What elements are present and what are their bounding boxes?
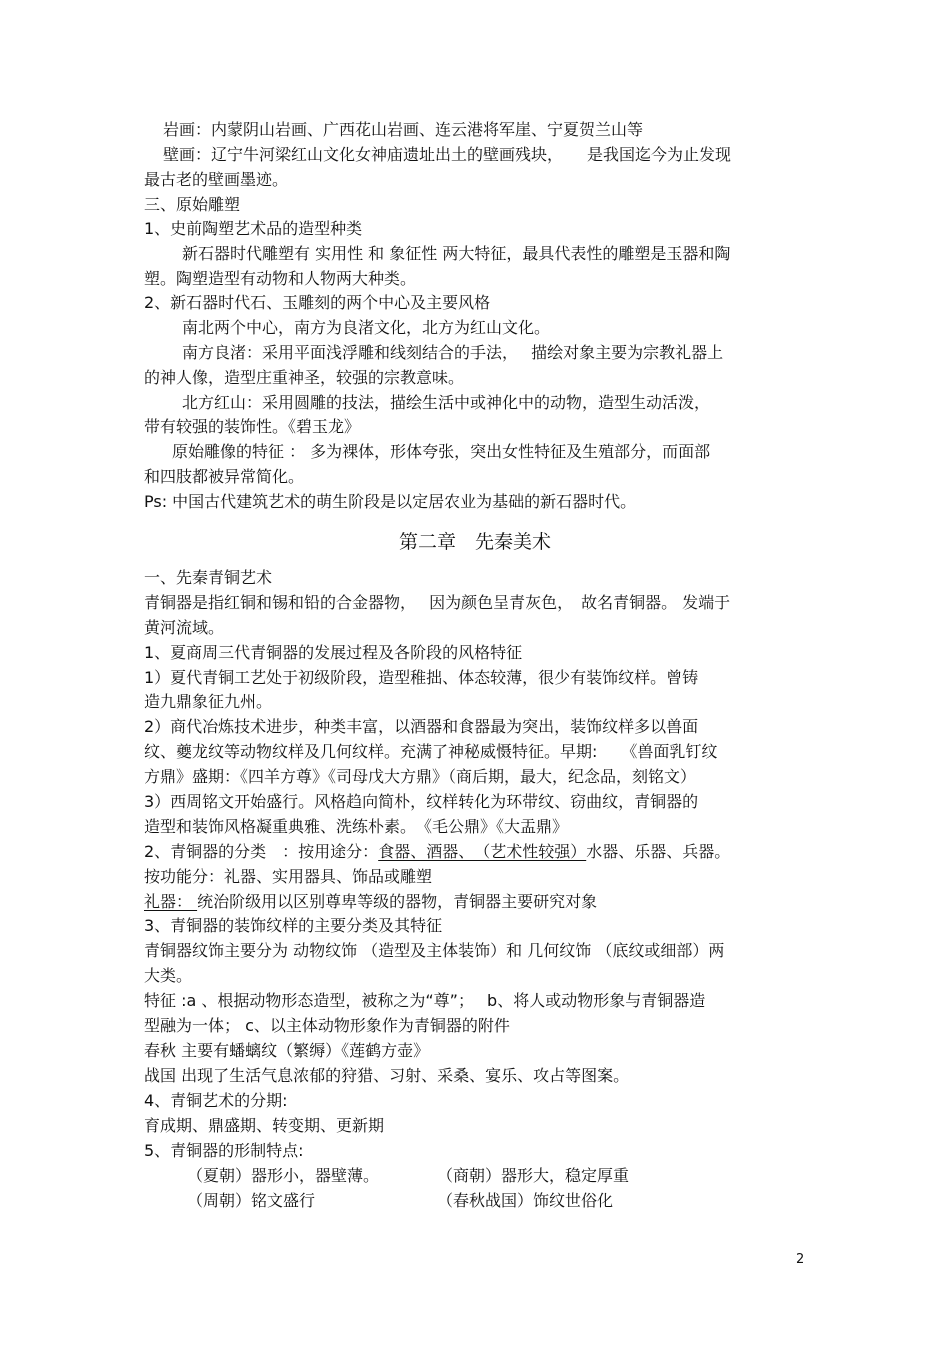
text-line: [437, 1189, 613, 1213]
text-line: [144, 1039, 429, 1063]
text-segment: 壁画：辽宁牛河梁红山文化女神庙遗址出土的壁画残块， 是我国迄今为止发现: [163, 145, 732, 164]
text-segment: （春秋战国）饰纹世俗化: [437, 1191, 614, 1210]
text-segment: 最古老的壁画墨迹。: [144, 170, 289, 189]
text-segment: 和四肢都被异常简化。: [144, 467, 305, 486]
text-line: [144, 890, 597, 914]
text-segment: 大类。: [144, 966, 193, 985]
text-line: [144, 865, 432, 889]
text-line: [144, 168, 288, 192]
text-line: [144, 666, 698, 690]
text-segment: （商朝）器形大，稳定厚重: [437, 1166, 630, 1185]
text-line: [187, 1189, 315, 1213]
text-line: [182, 391, 710, 415]
text-line: [144, 415, 360, 439]
text-segment: 按功能分：礼器、实用器具、饰品或雕塑: [144, 867, 433, 886]
underlined-text: 礼器：: [144, 892, 198, 911]
text-segment: 三、原始雕塑: [144, 195, 241, 214]
text-segment: 5、青铜器的形制特点:: [144, 1141, 304, 1160]
text-segment: 造九鼎象征九州。: [144, 692, 273, 711]
text-segment: 南方良渚：采用平面浅浮雕和线刻结合的手法， 描绘对象主要为宗教礼器上: [182, 343, 724, 362]
text-segment: 统治阶级用以区别尊卑等级的器物，青铜器主要研究对象: [197, 892, 598, 911]
text-segment: 特征 :a 、根据动物形态造型，被称之为“尊”； b、将人或动物形象与青铜器造: [144, 991, 706, 1010]
text-segment: 带有较强的装饰性。《碧玉龙》: [144, 417, 361, 436]
text-line: [144, 989, 705, 1013]
text-segment: 南北两个中心，南方为良渚文化，北方为红山文化。: [182, 318, 551, 337]
text-line: [144, 964, 192, 988]
text-segment: 青铜器是指红铜和锡和铅的合金器物， 因为颜色呈青灰色， 故名青铜器。 发端于: [144, 593, 731, 612]
text-segment: 的神人像，造型庄重神圣，较强的宗教意味。: [144, 368, 465, 387]
text-line: [437, 1164, 629, 1188]
chapter-title: 第二章 先秦美术: [398, 531, 551, 553]
text-segment: 方鼎》盛期：《四羊方尊》《司母戊大方鼎》（商后期，最大，纪念品，刻铭文）: [144, 767, 697, 786]
text-line: [144, 217, 362, 241]
text-segment: 青铜器纹饰主要分为 动物纹饰 （造型及主体装饰）和 几何纹饰 （底纹或细部）两: [144, 941, 725, 960]
text-segment: 一、先秦青铜艺术: [144, 568, 273, 587]
text-segment: 新石器时代雕塑有 实用性 和 象征性 两大特征，最具代表性的雕塑是玉器和陶: [182, 244, 731, 263]
text-line: [144, 690, 272, 714]
text-line: [144, 815, 568, 839]
text-line: [182, 242, 730, 266]
text-line: [172, 440, 710, 464]
text-segment: （周朝）铭文盛行: [187, 1191, 316, 1210]
text-line: [144, 490, 636, 514]
text-segment: 型融为一体； c、以主体动物形象作为青铜器的附件: [144, 1016, 510, 1035]
underlined-text: 食器、酒器、 （艺术性较强）: [378, 842, 587, 861]
text-segment: 岩画：内蒙阴山岩画、广西花山岩画、连云港将军崖、宁夏贺兰山等: [163, 120, 644, 139]
text-line: [144, 465, 304, 489]
text-line: [144, 566, 272, 590]
text-segment: 水器、乐器、兵器。: [586, 842, 731, 861]
text-line: [163, 118, 643, 142]
text-line: [144, 914, 442, 938]
text-segment: 3、青铜器的装饰纹样的主要分类及其特征: [144, 916, 443, 935]
text-line: [144, 765, 696, 789]
text-line: [182, 316, 550, 340]
text-segment: 纹、夔龙纹等动物纹样及几何纹样。充满了神秘威慑特征。早期: 《兽面乳钉纹: [144, 742, 718, 761]
text-line: [144, 267, 416, 291]
text-line: [144, 641, 522, 665]
text-line: [144, 1089, 288, 1113]
text-segment: 1、夏商周三代青铜器的发展过程及各阶段的风格特征: [144, 643, 523, 662]
text-line: [144, 291, 490, 315]
text-line: [163, 143, 731, 167]
text-segment: 1、史前陶塑艺术品的造型种类: [144, 219, 363, 238]
text-line: [144, 193, 240, 217]
text-segment: 黄河流域。: [144, 618, 225, 637]
text-line: [144, 790, 698, 814]
text-line: [144, 616, 224, 640]
text-segment: 塑。陶塑造型有动物和人物两大种类。: [144, 269, 417, 288]
text-segment: Ps: 中国古代建筑艺术的萌生阶段是以定居农业为基础的新石器时代。: [144, 492, 637, 511]
text-segment: （夏朝）器形小，器壁薄。: [187, 1166, 380, 1185]
text-line: [182, 341, 723, 365]
text-line: [144, 591, 730, 615]
text-line: [144, 1014, 510, 1038]
text-line: [144, 1064, 629, 1088]
text-segment: 春秋 主要有蟠螭纹（繁缛）《莲鹤方壶》: [144, 1041, 430, 1060]
text-segment: 造型和装饰风格凝重典雅、洗练朴素。 《毛公鼎》《大盂鼎》: [144, 817, 569, 836]
text-line: [144, 939, 724, 963]
text-line: [144, 715, 698, 739]
text-line: [144, 1114, 384, 1138]
text-segment: 2、青铜器的分类 ：按用途分：: [144, 842, 379, 861]
text-line: [144, 740, 717, 764]
page-number: 2: [796, 1252, 805, 1267]
text-segment: 3）西周铭文开始盛行。风格趋向简朴，纹样转化为环带纹、窃曲纹，青铜器的: [144, 792, 699, 811]
text-line: [144, 840, 730, 864]
text-segment: 战国 出现了生活气息浓郁的狩猎、习射、采桑、宴乐、攻占等图案。: [144, 1066, 630, 1085]
text-segment: 4、青铜艺术的分期:: [144, 1091, 288, 1110]
text-segment: 2、新石器时代石、玉雕刻的两个中心及主要风格: [144, 293, 491, 312]
text-segment: 1）夏代青铜工艺处于初级阶段，造型稚拙、体态较薄，很少有装饰纹样。曾铸: [144, 668, 699, 687]
text-line: [144, 1139, 304, 1163]
text-segment: 原始雕像的特征 ： 多为裸体，形体夸张，突出女性特征及生殖部分，而面部: [172, 442, 711, 461]
text-segment: 2）商代冶炼技术进步，种类丰富，以酒器和食器最为突出，装饰纹样多以兽面: [144, 717, 699, 736]
text-line: [187, 1164, 379, 1188]
text-line: [144, 366, 464, 390]
text-segment: 育成期、鼎盛期、转变期、更新期: [144, 1116, 385, 1135]
text-segment: 北方红山：采用圆雕的技法，描绘生活中或神化中的动物，造型生动活泼，: [182, 393, 711, 412]
